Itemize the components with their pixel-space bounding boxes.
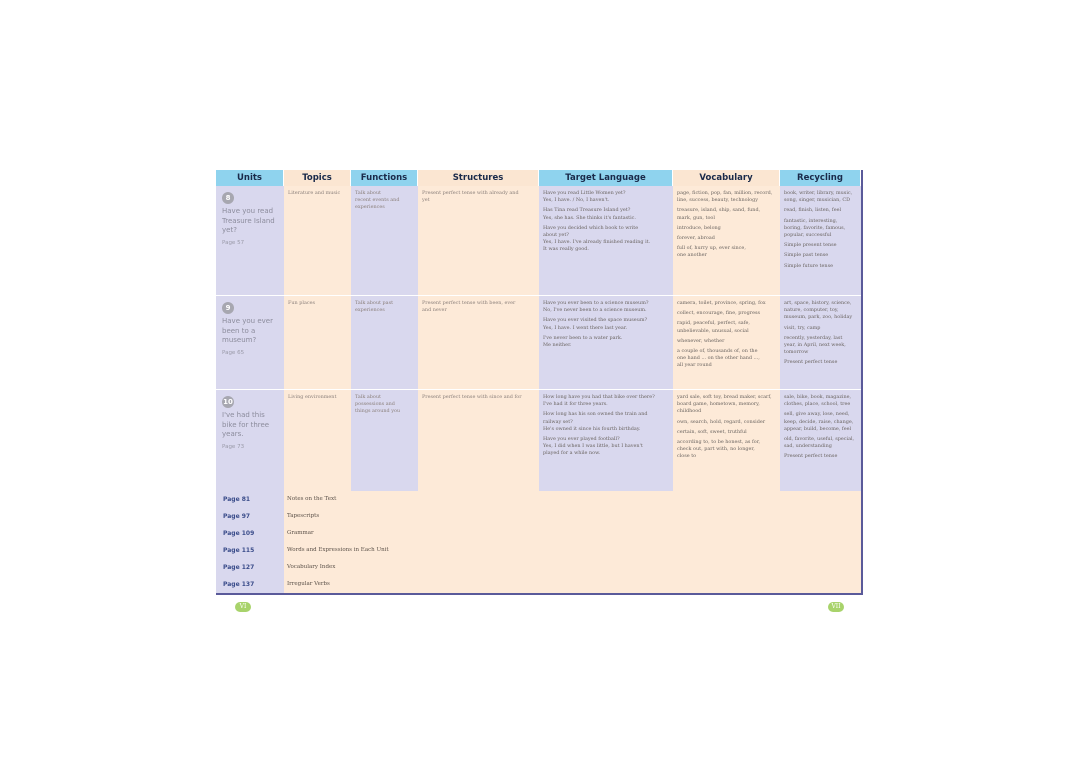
page-number-left: VI (235, 602, 251, 612)
recycling-group: Present perfect tense (784, 453, 838, 460)
page-description: Irregular Verbs (284, 576, 861, 593)
unit-page: Page 73 (222, 443, 245, 450)
unit-number-badge: 10 (223, 398, 233, 406)
functions-text: Talk about recent events and experiences (355, 190, 400, 211)
vocab-group: rapid, peaceful, perfect, safe, unbelievable, unusual, social (677, 320, 750, 334)
recycling-group: read, finish, listen, feel (784, 207, 842, 214)
structures-cell (418, 186, 539, 295)
vocab-group: whenever, whether (677, 337, 725, 344)
recycling-group: Present perfect tense (784, 359, 838, 366)
recycling-group: book, writer, library, music, song, singer, musician, CD (784, 190, 853, 204)
vocab-group: certain, soft, sweet, truthful (677, 428, 747, 435)
unit-title: Have you ever been to a museum? (222, 317, 273, 344)
page-number-right: VII (828, 602, 844, 612)
functions-cell (351, 390, 418, 491)
target-example: Have you ever been to a science museum? No, I've never been to a science museum. (543, 300, 649, 314)
recycling-group: sell, give away, lose, need, keep, decide, raise, change, appear, build, become, feel (784, 411, 854, 432)
recycling-group: visit, try, camp (784, 324, 821, 331)
recycling-group: old, favorite, useful, special, sad, understanding (784, 436, 855, 450)
recycling-cell (780, 296, 861, 389)
page-reference-row (216, 576, 861, 593)
functions-text: Talk about past experiences (355, 300, 394, 314)
page-description: Notes on the Text (284, 491, 861, 508)
functions-text: Talk about possessions and things around you (355, 394, 401, 415)
contents-table-spread (216, 170, 863, 595)
vocab-group: own, search, hold, regard, consider (677, 418, 766, 425)
vocabulary-cell (673, 296, 780, 389)
target-language-cell (539, 186, 673, 295)
functions-cell (351, 296, 418, 389)
structures-text: Present perfect tense with since and for (422, 394, 522, 400)
unit-title: Have you read Treasure Island yet? (222, 207, 275, 234)
recycling-group: recently, yesterday, last year, in April, next week, tomorrow (784, 334, 846, 356)
unit-row (216, 296, 861, 389)
page-description: Grammar (284, 525, 861, 542)
target-example: Has Tina read Treasure Island yet? Yes, she has. She thinks it's fantastic. (543, 207, 636, 221)
recycling-group: sale, bike, book, magazine, clothes, place, school, tree (784, 394, 852, 408)
structures-cell (418, 390, 539, 491)
page-link: Page 97 (216, 508, 284, 525)
recycling-cell (780, 390, 861, 491)
unit-page: Page 57 (222, 239, 245, 246)
unit-cell (216, 296, 284, 389)
vocabulary-cell (673, 186, 780, 295)
header-structures: Structures (418, 170, 539, 186)
page-description: Vocabulary Index (284, 559, 861, 576)
page-reference-row (216, 491, 861, 508)
page-reference-row (216, 542, 861, 559)
topics-cell (284, 296, 351, 389)
recycling-group: Simple present tense (784, 242, 837, 249)
recycling-group: art, space, history, science, nature, computer, toy, museum, park, zoo, holiday (784, 300, 853, 321)
structures-text: Present perfect tense with been, ever and never (422, 300, 516, 314)
target-example: Have you ever played football? Yes, I did when I was little, but I haven't played for a while now. (543, 436, 643, 457)
page-link: Page 109 (216, 525, 284, 542)
vocabulary-cell (673, 390, 780, 491)
page-description: Tapescripts (284, 508, 861, 525)
target-example: How long have you had that bike over there? I've had it for three years. (543, 394, 655, 408)
recycling-group: Simple future tense (784, 262, 833, 269)
target-example: I've never been to a water park. Me neither. (543, 334, 623, 349)
header-units: Units (216, 170, 284, 186)
unit-number-badge: 8 (222, 192, 234, 204)
unit-cell (216, 186, 284, 295)
topics-cell (284, 186, 351, 295)
vocab-group: treasure, island, ship, sand, fund, mark, gun, tool (677, 207, 761, 221)
recycling-group: fantastic, interesting, boring, favorite, famous, popular, successful (784, 217, 846, 239)
vocab-group: introduce, belong (677, 224, 721, 231)
page-link: Page 81 (216, 491, 284, 508)
recycling-group: Simple past tense (784, 252, 829, 259)
vocab-group: a couple of, thousands of, on the one hand ... on the other hand ..., all year round (677, 348, 760, 369)
structures-text: Present perfect tense with already and yet (422, 190, 519, 204)
header-vocabulary: Vocabulary (673, 170, 780, 186)
header-topics: Topics (284, 170, 351, 186)
unit-cell (216, 390, 284, 491)
target-language-cell (539, 390, 673, 491)
unit-page: Page 65 (222, 349, 245, 356)
topics-text: Fun places (288, 300, 316, 306)
vocab-group: yard sale, soft toy, bread maker, scarf, board game, hometown, memory, childhood (677, 394, 772, 415)
header-recycling: Recycling (780, 170, 861, 186)
topics-text: Living environment (288, 394, 337, 400)
header-target-language: Target Language (539, 170, 673, 186)
target-language-cell (539, 296, 673, 389)
functions-cell (351, 186, 418, 295)
target-example: Have you decided which book to write about yet? Yes, I have. I've already finished reading it. It was really good. (543, 224, 651, 253)
vocab-group: collect, encourage, fine, progress (677, 310, 760, 317)
topics-cell (284, 390, 351, 491)
page-reference-row (216, 525, 861, 542)
unit-row (216, 390, 861, 491)
unit-title: I've had this bike for three years. (222, 411, 270, 438)
vocab-group: camera, toilet, province, spring, fox (677, 300, 766, 306)
header-functions: Functions (351, 170, 418, 186)
vocab-group: page, fiction, pop, fan, million, record, line, success, beauty, technology (677, 190, 773, 204)
vocab-group: full of, hurry up, ever since, one another (677, 245, 746, 259)
vocab-group: forever, abroad (677, 235, 715, 242)
structures-cell (418, 296, 539, 389)
table-header-row (216, 170, 861, 186)
page-link: Page 115 (216, 542, 284, 559)
page-link: Page 127 (216, 559, 284, 576)
target-example: How long has his son owned the train and railway set? He's owned it since his fourth birthday. (543, 411, 648, 432)
unit-number-badge: 9 (222, 302, 234, 314)
unit-row (216, 186, 861, 295)
page-link: Page 137 (216, 576, 284, 593)
recycling-cell (780, 186, 861, 295)
page-reference-row (216, 508, 861, 525)
topics-text: Literature and music (288, 190, 341, 196)
page-description: Words and Expressions in Each Unit (284, 542, 861, 559)
page-reference-row (216, 559, 861, 576)
target-example: Have you read Little Women yet? Yes, I have. / No, I haven't. (543, 190, 626, 204)
vocab-group: according to, to be honest, as for, check out, part with, no longer, close to (677, 439, 761, 460)
target-example: Have you ever visited the space museum? Yes, I have. I went there last year. (543, 317, 648, 331)
